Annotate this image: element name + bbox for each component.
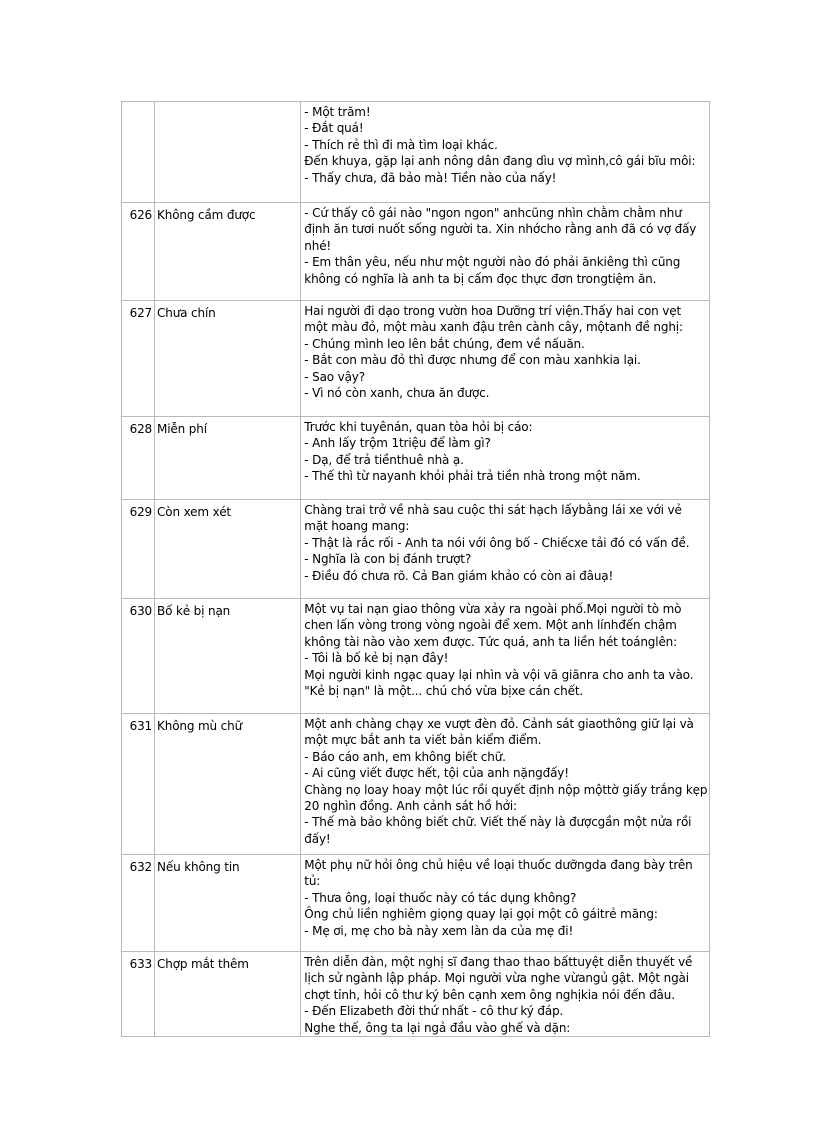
text-line: Đến khuya, gặp lại anh nông dân đang dìu vợ mình,cô gái bĩu môi: <box>304 154 696 169</box>
entry-number: 629 <box>122 500 155 599</box>
entry-text <box>301 203 710 301</box>
text-line: đấy! <box>304 831 331 846</box>
text-line: Một vụ tai nạn giao thông vừa xảy ra ngoài phố.Mọi người tò mò <box>304 602 682 616</box>
entry-text <box>301 301 710 417</box>
text-line: "Kẻ bị nạn" là một... chú chó vừa bịxe cán chết. <box>304 684 584 699</box>
text-line: Mọi người kinh ngạc quay lại nhìn và vội vã giãnra cho anh ta vào. <box>304 667 694 682</box>
entry-text <box>301 855 710 952</box>
table-row <box>122 714 710 855</box>
entry-number <box>122 102 155 203</box>
entry-title: Miễn phí <box>155 417 301 500</box>
entry-number: 627 <box>122 301 155 417</box>
entry-number: 633 <box>122 952 155 1037</box>
entry-text <box>301 599 710 714</box>
entry-text <box>301 500 710 599</box>
text-line: - Cứ thấy cô gái nào "ngon ngon" anhcũng nhìn chằm chằm như <box>304 206 682 220</box>
text-line: - Thưa ông, loại thuốc này có tác dụng không? <box>304 890 577 905</box>
text-line: - Vì nó còn xanh, chưa ăn được. <box>304 386 490 401</box>
text-line: - Một trăm! <box>304 105 371 119</box>
text-line: Một phụ nữ hỏi ông chủ hiệu về loại thuốc dưỡngda đang bày trên <box>304 858 693 872</box>
text-line: Chàng trai trở về nhà sau cuộc thi sát hạch lấybằng lái xe với vẻ <box>304 503 682 517</box>
text-line: - Đắt quá! <box>304 121 364 136</box>
text-line: - Thế mà bảo không biết chữ. Viết thế này là đượcgần một nửa rồi <box>304 815 692 830</box>
entry-text <box>301 102 710 203</box>
text-line: - Bắt con màu đỏ thì được nhưng để con màu xanhkia lại. <box>304 353 641 368</box>
entry-title: Chợp mắt thêm <box>155 952 301 1037</box>
text-line: Ông chủ liền nghiêm giọng quay lại gọi một cô gáitrẻ măng: <box>304 907 658 922</box>
table-row <box>122 599 710 714</box>
entry-title <box>155 102 301 203</box>
text-line: - Đến Elizabeth đời thứ nhất - cô thư ký đáp. <box>304 1004 564 1019</box>
text-line: - Báo cáo anh, em không biết chữ. <box>304 749 506 764</box>
text-line: mặt hoang mang: <box>304 519 410 534</box>
entry-title: Không mù chữ <box>155 714 301 855</box>
entry-title: Bố kẻ bị nạn <box>155 599 301 714</box>
text-line: nhé! <box>304 238 332 253</box>
text-line: - Anh lấy trộm 1triệu để làm gì? <box>304 436 491 451</box>
text-line: - Thật là rắc rối - Anh ta nói với ông bố - Chiếcxe tải đó có vấn đề. <box>304 535 690 550</box>
text-line: định ăn tươi nuốt sống người ta. Xin nhớcho rằng anh đã có vợ đấy <box>304 222 697 237</box>
entry-number: 626 <box>122 203 155 301</box>
jokes-table <box>121 101 710 1037</box>
entry-text <box>301 714 710 855</box>
text-line: không có nghĩa là anh ta bị cấm đọc thực đơn trongtiệm ăn. <box>304 271 657 286</box>
text-line: không tài nào vào xem được. Tức quá, anh ta liền hét toánglên: <box>304 634 678 649</box>
text-line: một mực bắt anh ta viết bản kiểm điểm. <box>304 733 542 748</box>
entry-title: Nếu không tin <box>155 855 301 952</box>
table-row <box>122 203 710 301</box>
text-line: - Thích rẻ thì đi mà tìm loại khác. <box>304 137 498 152</box>
text-line: - Ai cũng viết được hết, tội của anh nặngđấy! <box>304 766 569 781</box>
entry-title: Còn xem xét <box>155 500 301 599</box>
table-row <box>122 855 710 952</box>
text-line: lịch sử ngành lập pháp. Mọi người vừa nghe vừangủ gật. Một ngài <box>304 971 689 986</box>
entry-number: 628 <box>122 417 155 500</box>
table-row <box>122 301 710 417</box>
text-line: Chàng nọ loay hoay một lúc rồi quyết định nộp mộttờ giấy trắng kẹp <box>304 782 707 797</box>
entry-number: 630 <box>122 599 155 714</box>
text-line: - Tôi là bố kẻ bị nạn đây! <box>304 651 449 666</box>
table-row <box>122 417 710 500</box>
entry-number: 632 <box>122 855 155 952</box>
entry-title: Chưa chín <box>155 301 301 417</box>
text-line: - Thấy chưa, đã bảo mà! Tiền nào của nấy! <box>304 170 557 185</box>
text-line: Trên diễn đàn, một nghị sĩ đang thao thao bấttuyệt diễn thuyết về <box>304 955 693 969</box>
text-line: một màu đỏ, một màu xanh đậu trên cành cây, mộtanh đề nghị: <box>304 320 683 335</box>
text-line: Nghe thế, ông ta lại ngả đầu vào ghế và dặn: <box>304 1020 571 1035</box>
table-row <box>122 102 710 203</box>
text-line: - Nghĩa là con bị đánh trượt? <box>304 552 472 567</box>
text-line: - Sao vậy? <box>304 369 365 384</box>
entry-text <box>301 952 710 1037</box>
text-line: 20 nghìn đồng. Anh cảnh sát hồ hởi: <box>304 799 517 814</box>
entry-title: Không cầm được <box>155 203 301 301</box>
text-line: - Chúng mình leo lên bắt chúng, đem về nấuăn. <box>304 336 585 351</box>
text-line: - Điều đó chưa rõ. Cả Ban giám khảo có còn ai đâuạ! <box>304 568 614 583</box>
text-line: Một anh chàng chạy xe vượt đèn đỏ. Cảnh sát giaothông giữ lại và <box>304 717 694 731</box>
text-line: tủ: <box>304 874 321 889</box>
text-line: - Em thân yêu, nếu như một người nào đó phải ănkiêng thì cũng <box>304 255 681 270</box>
text-line: Trước khi tuyênán, quan tòa hỏi bị cáo: <box>304 420 533 434</box>
entry-text <box>301 417 710 500</box>
table-row <box>122 500 710 599</box>
entry-number: 631 <box>122 714 155 855</box>
table-row <box>122 952 710 1037</box>
text-line: - Thế thì từ nayanh khỏi phải trả tiền nhà trong một năm. <box>304 469 641 484</box>
text-line: - Mẹ ơi, mẹ cho bà này xem làn da của mẹ đi! <box>304 923 574 938</box>
table-body <box>122 102 710 1037</box>
text-line: Hai người đi dạo trong vườn hoa Dưỡng trí viện.Thấy hai con vẹt <box>304 304 682 318</box>
text-line: - Dạ, để trả tiềnthuê nhà ạ. <box>304 452 464 467</box>
text-line: chợt tỉnh, hỏi cô thư ký bên cạnh xem ông nghịkia nói đến đâu. <box>304 987 675 1002</box>
text-line: chen lấn vòng trong vòng ngoài để xem. Một anh línhđến chậm <box>304 618 677 633</box>
